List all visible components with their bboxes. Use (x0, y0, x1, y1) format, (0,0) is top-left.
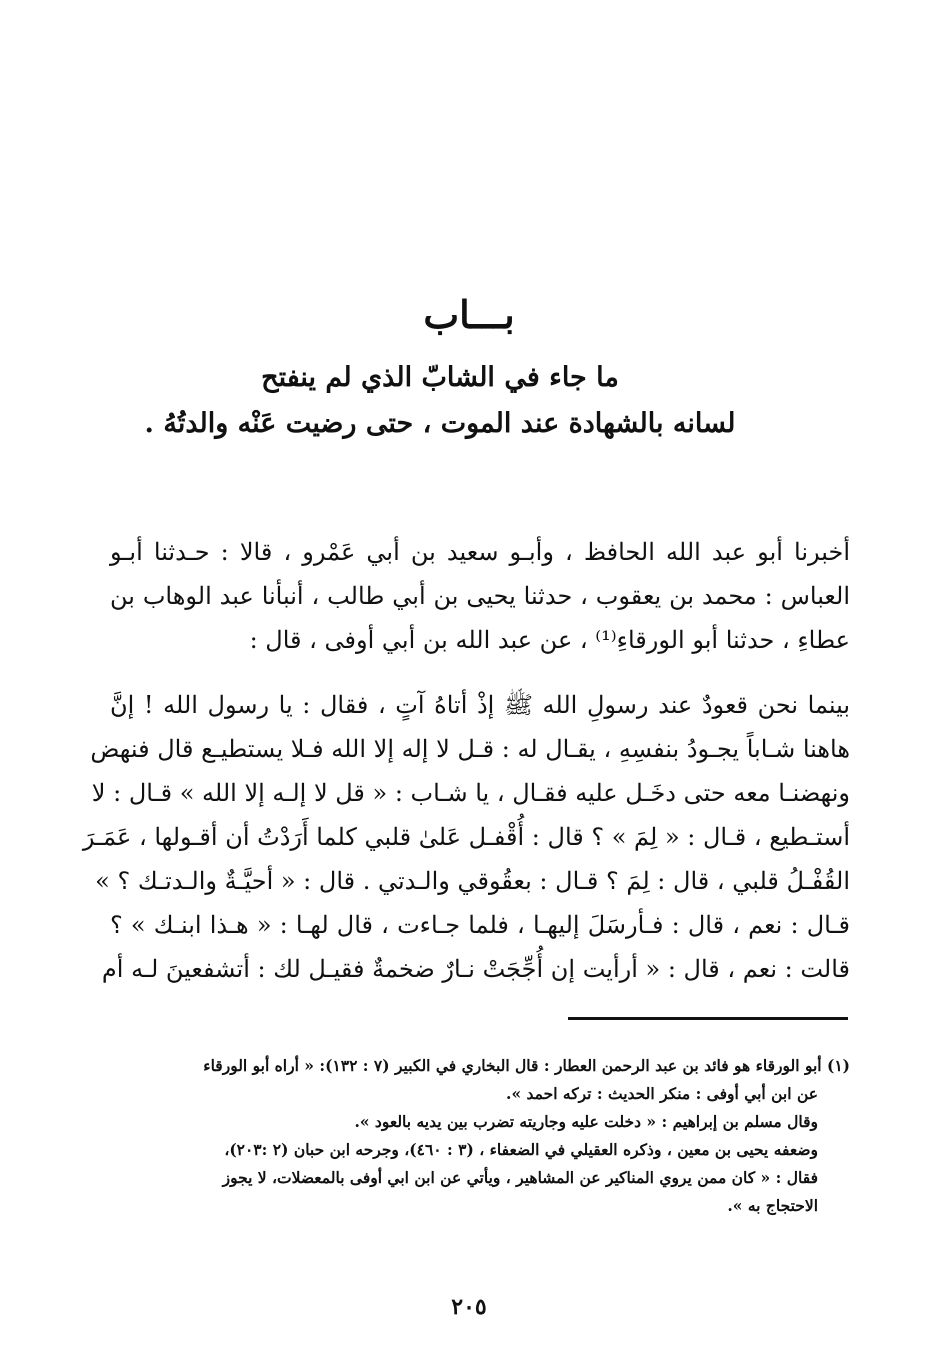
footnote-line: عن ابن أبي أوفى : منكر الحديث : تركه احمد ». (506, 1084, 818, 1103)
text-line: أستـطيع ، قـال : « لِمَ » ؟ قال : أُقْفـل عَلىٰ قلبي كلما أَرَدْتُ أن أقـولها ، عَمَـرَ (82, 823, 850, 851)
text-line: بينما نحن قعودٌ عند رسولِ الله ﷺ إذْ أتاهُ آتٍ ، فقال : يا رسول الله ! إنَّ (110, 691, 850, 719)
footnote-line: فقال : « كان ممن يروي المناكير عن المشاهير ، ويأتي عن ابن ابي أوفى بالمعضلات، لا يجوز (222, 1168, 818, 1187)
footnotes (100, 1052, 850, 1220)
subtitle-line: لسانه بالشهادة عند الموت ، حتى رضيت عَنْه والدتُهُ . (144, 408, 736, 439)
text-line: قالت : نعم ، قال : « أرأيت إن أُجِّجَتْ نـارٌ ضخمةٌ فقيـل لك : أتشفعينَ لـه أم (101, 955, 850, 983)
footnote-line: (١) أبو الورقاء هو فائد بن عبد الرحمن العطار : قال البخاري في الكبير (٧ : ١٣٢): « أراه أبو الورقاء (203, 1056, 850, 1075)
chapter-subtitle (120, 355, 760, 447)
text-line: عطاءِ ، حدثنا أبو الورقاءِ⁽¹⁾ ، عن عبد الله بن أبي أوفى ، قال : (249, 626, 850, 654)
chapter-title: بـــاب (423, 292, 515, 337)
text-line: هاهنا شـاباً يجـودُ بنفسِهِ ، يقـال له : قـل لا إله إلا الله فـلا يستطيـع قال فنهض (90, 735, 850, 763)
footnote-divider (568, 1017, 848, 1020)
footnote-line: الاحتجاج به ». (727, 1196, 818, 1215)
text-line: ونهضنـا معه حتى دخَـل عليه فقـال ، يا شـاب : « قل لا إلـه إلا الله » قـال : لا (91, 779, 850, 807)
text-line: العباس : محمد بن يعقوب ، حدثنا يحيى بن أبي طالب ، أنبأنا عبد الوهاب بن (110, 582, 850, 610)
footnote-line: وضعفه يحيى بن معين ، وذكره العقيلي في الضعفاء ، (٣ : ٤٦٠)، وجرحه ابن حبان (٢ :٢٠٣)، (224, 1140, 818, 1159)
footnote-line: وقال مسلم بن إبراهيم : « دخلت عليه وجاريته تضرب بين يديه بالعود ». (354, 1112, 818, 1131)
subtitle-line: ما جاء في الشابّ الذي لم ينفتح (261, 362, 619, 393)
page-number: ٢٠٥ (451, 1294, 487, 1320)
body-paragraph-2 (82, 683, 850, 991)
body-paragraph-1 (110, 530, 850, 662)
text-line: القُفْـلُ قلبي ، قال : لِمَ ؟ قـال : بعقُوقي والـدتي . قال : « أحيَّـةٌ والـدتـك ؟ » (95, 867, 850, 895)
text-line: أخبرنا أبو عبد الله الحافظ ، وأبـو سعيد بن أبي عَمْرو ، قالا : حـدثنا أبـو (110, 538, 850, 566)
text-line: قـال : نعم ، قال : فـأرسَلَ إليهـا ، فلما جـاءت ، قال لهـا : « هـذا ابنـك » ؟ (110, 911, 850, 939)
